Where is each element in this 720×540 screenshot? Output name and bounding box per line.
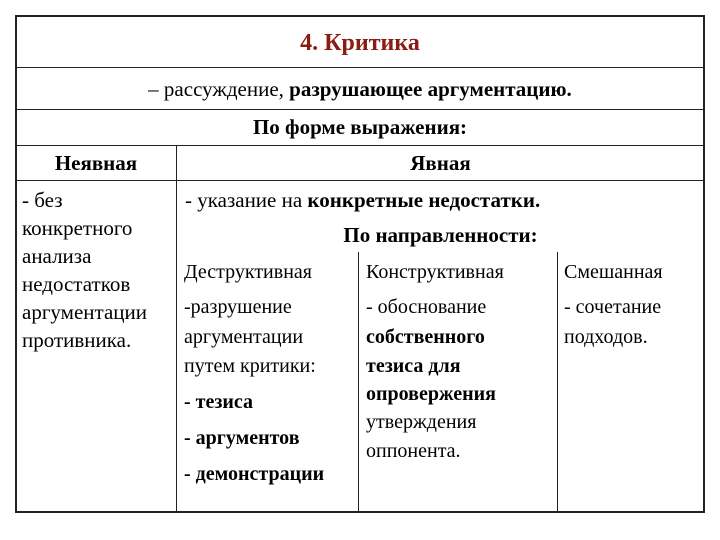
divider-form [16,145,704,146]
implicit-line: недостатков [22,272,131,296]
explicit-description [185,190,540,211]
destructive-line: -разрушение [184,296,292,318]
mixed-heading: Смешанная [564,261,663,283]
divider-title [16,67,704,68]
page-title: 4. Критика [300,30,420,56]
constructive-line: - обоснование [366,296,487,318]
divider-definition [16,109,704,110]
destructive-heading: Деструктивная [184,261,312,283]
constructive-line: оппонента. [366,440,461,462]
destructive-line: путем критики: [184,355,316,377]
mixed-line: подходов. [564,326,648,348]
divider-destructive-constructive [358,252,359,512]
implicit-line: противника. [22,328,132,352]
constructive-bold-line: собственного [366,326,485,348]
explicit-desc-bold: конкретные недостатки. [307,188,541,212]
constructive-line: утверждения [366,411,477,433]
destructive-item: - демонстрации [184,463,325,485]
definition-text [16,79,704,100]
explicit-desc-prefix: - указание на [185,188,308,212]
constructive-bold-line: тезиса для [366,355,461,377]
definition-bold: разрушающее аргументацию. [289,77,572,101]
divider-headings [16,180,704,181]
implicit-line: - без [22,188,63,212]
explicit-heading: Явная [410,151,471,175]
implicit-heading: Неявная [54,151,138,175]
mixed-line: - сочетание [564,296,662,318]
destructive-item: - тезиса [184,391,254,413]
destructive-item: - аргументов [184,427,300,449]
divider-implicit-explicit [176,145,177,512]
divider-constructive-mixed [557,252,558,512]
definition-prefix: – рассуждение, [148,77,290,101]
destructive-line: аргументации [184,326,304,348]
implicit-line: конкретного [22,216,133,240]
constructive-bold-line: опровержения [366,383,496,405]
implicit-line: аргументации [22,300,147,324]
constructive-heading: Конструктивная [366,261,504,283]
direction-heading: По направленности: [343,223,538,247]
form-heading: По форме выражения: [252,115,468,139]
implicit-line: анализа [22,244,92,268]
